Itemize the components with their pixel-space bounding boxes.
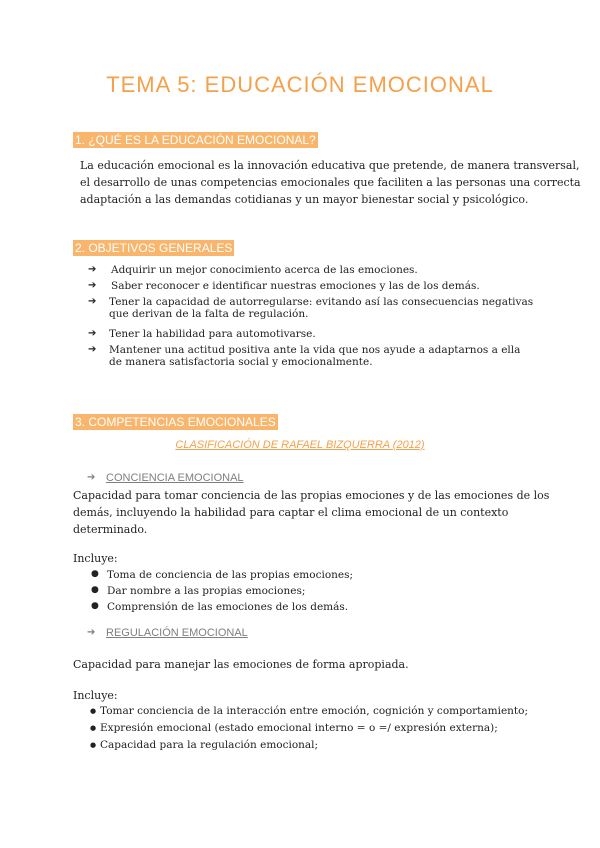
bullet-icon: ● [90, 724, 97, 732]
bullet-icon: ● [90, 707, 97, 715]
objective-item: ➔ Tener la habilidad para automotivarse. [88, 328, 316, 340]
arrow-right-icon: ➔ [87, 472, 96, 483]
section-1-paragraph [80, 157, 581, 208]
paragraph-line: demás, incluyendo la habilidad para captar el clima emocional de un contexto [73, 506, 509, 519]
section-heading-3: 3. COMPETENCIAS EMOCIONALES [75, 415, 276, 429]
arrow-right-icon: ➔ [88, 296, 97, 307]
objectives-list [88, 264, 534, 376]
bullet-icon: ● [90, 741, 97, 749]
list-item: ● Toma de conciencia de las propias emociones; [91, 569, 354, 581]
conciencia-paragraph [73, 487, 549, 538]
regulacion-paragraph: Capacidad para manejar las emociones de forma apropiada. [73, 658, 409, 671]
objective-item: ➔ Tener la capacidad de autorregularse: evitando así las consecuencias negativas que derivan de la falta de regulación. [88, 296, 534, 320]
conciencia-emocional-heading: ➔ CONCIENCIA EMOCIONAL [87, 472, 244, 484]
bullet-icon: ● [91, 569, 99, 579]
list-item: ● Dar nombre a las propias emociones; [91, 585, 306, 597]
arrow-right-icon: ➔ [88, 280, 97, 291]
arrow-right-icon: ➔ [87, 627, 96, 638]
list-item: ● Tomar conciencia de la interacción entre emoción, cognición y comportamiento; [90, 705, 529, 717]
arrow-right-icon: ➔ [88, 264, 97, 275]
list-item: ● Expresión emocional (estado emocional interno = o =/ expresión externa); [90, 722, 498, 734]
objective-item: ➔ Saber reconocer e identificar nuestras emociones y las de los demás. [88, 280, 480, 292]
includes-label: Incluye: [73, 689, 118, 702]
arrow-right-icon: ➔ [88, 344, 97, 355]
list-item: ● Capacidad para la regulación emocional; [90, 739, 319, 751]
paragraph-line: determinado. [73, 523, 148, 536]
includes-label: Incluye: [73, 552, 118, 565]
bullet-icon: ● [91, 601, 99, 611]
bullet-icon: ● [91, 585, 99, 595]
page-title: TEMA 5: EDUCACIÓN EMOCIONAL [106, 72, 494, 97]
regulacion-emocional-heading: ➔ REGULACIÓN EMOCIONAL [87, 627, 248, 639]
paragraph-line: La educación emocional es la innovación educativa que pretende, de manera transversal, [80, 159, 580, 172]
objective-item: ➔ Mantener una actitud positiva ante la vida que nos ayude a adaptarnos a ella de manera satisfactoria social y emocionalmente. [88, 344, 521, 368]
list-item: ● Comprensión de las emociones de los demás. [91, 601, 349, 613]
section-heading-2: 2. OBJETIVOS GENERALES [75, 241, 233, 255]
classification-subtitle: CLASIFICACIÓN DE RAFAEL BIZQUERRA (2012) [175, 439, 425, 451]
section-heading-1: 1. ¿QUÉ ES LA EDUCACIÓN EMOCIONAL? [75, 133, 316, 147]
arrow-right-icon: ➔ [88, 328, 97, 339]
regulacion-includes-list [90, 705, 529, 756]
paragraph-line: el desarrollo de unas competencias emocionales que faciliten a las personas una correcta [80, 176, 581, 189]
objective-item: ➔ Adquirir un mejor conocimiento acerca de las emociones. [88, 264, 418, 276]
paragraph-line: Capacidad para tomar conciencia de las propias emociones y de las emociones de los [73, 489, 550, 502]
paragraph-line: adaptación a las demandas cotidianas y un mayor bienestar social y psicológico. [80, 193, 529, 206]
conciencia-includes-list [91, 569, 354, 617]
